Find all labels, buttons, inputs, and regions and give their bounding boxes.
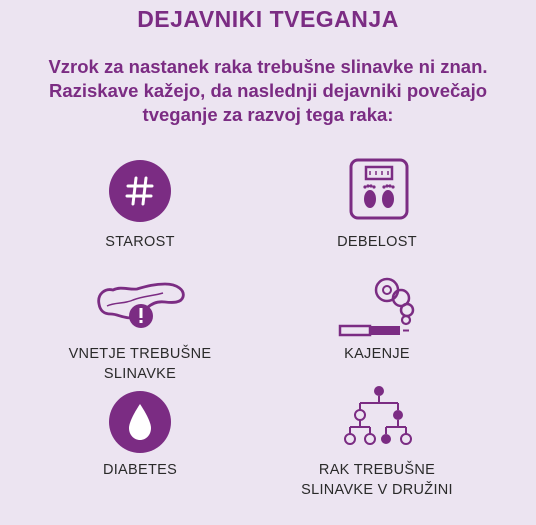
factor-label-vnetje-trebusne-slinavke: VNETJE TREBUŠNE SLINAVKE	[68, 346, 212, 382]
factor-label-diabetes: DIABETES	[102, 462, 178, 478]
intro-line: Raziskave kažejo, da naslednji dejavniki povečajo	[48, 80, 488, 101]
intro-text	[0, 55, 536, 127]
scale-feet-icon	[348, 157, 410, 226]
factor-label-rak-v-druzini: RAK TREBUŠNE SLINAVKE V DRUŽINI	[301, 462, 453, 498]
intro-line: tveganje za razvoj tega raka:	[142, 104, 394, 125]
factor-label-kajenje: KAJENJE	[344, 346, 410, 362]
pancreas-warning-icon	[93, 280, 187, 335]
family-tree-icon	[344, 385, 414, 452]
factor-label-starost: STAROST	[105, 234, 175, 250]
drop-icon	[109, 391, 171, 453]
hash-icon	[109, 160, 171, 222]
page-title: DEJAVNIKI TVEGANJA	[137, 6, 399, 32]
intro-line: Vzrok za nastanek raka trebušne slinavke ni znan.	[48, 56, 488, 77]
factor-label-debelost: DEBELOST	[337, 234, 417, 250]
cigarette-smoke-icon	[337, 276, 419, 343]
